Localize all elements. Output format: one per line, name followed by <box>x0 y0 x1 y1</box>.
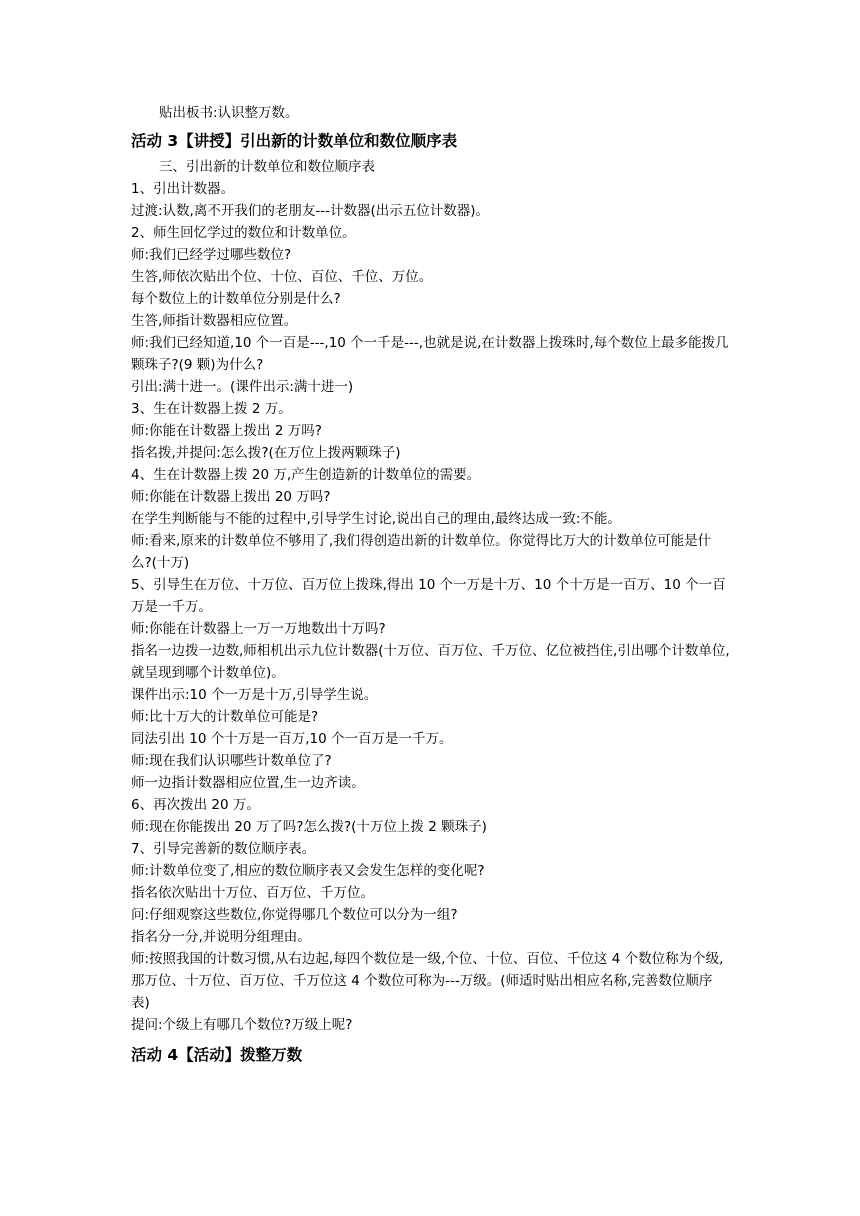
paragraph: 生答,师指计数器相应位置。 <box>131 313 298 329</box>
paragraph: 过渡:认数,离不开我们的老朋友---计数器(出示五位计数器)。 <box>131 203 489 219</box>
paragraph: 师:你能在计数器上拨出 20 万吗? <box>131 489 331 505</box>
paragraph: 指名拨,并提问:怎么拨?(在万位上拨两颗珠子) <box>131 445 401 461</box>
paragraph: 师:我们已经知道,10 个一百是---,10 个一千是---,也就是说,在计数器上拨珠时,每个数位上最多能拨几颗珠子?(9 颗)为什么? <box>131 335 729 373</box>
paragraph: 1、引出计数器。 <box>131 181 235 197</box>
paragraph: 5、引导生在万位、十万位、百万位上拨珠,得出 10 个一万是十万、10 个十万是一百万、10 个一百万是一千万。 <box>131 577 726 615</box>
paragraph: 每个数位上的计数单位分别是什么? <box>131 291 341 307</box>
paragraph: 3、生在计数器上拨 2 万。 <box>131 401 292 417</box>
paragraph: 提问:个级上有哪几个数位?万级上呢? <box>131 1017 353 1033</box>
paragraph: 6、再次拨出 20 万。 <box>131 797 260 813</box>
paragraph: 师:我们已经学过哪些数位? <box>131 247 292 263</box>
paragraph: 师:看来,原来的计数单位不够用了,我们得创造出新的计数单位。你觉得比万大的计数单位可能是什么?(十万) <box>131 533 712 571</box>
paragraph: 师:比十万大的计数单位可能是? <box>131 709 319 725</box>
paragraph: 指名一边拨一边数,师相机出示九位计数器(十万位、百万位、千万位、亿位被挡住,引出哪个计数单位,就呈现到哪个计数单位)。 <box>131 643 730 681</box>
paragraph: 师:现在你能拨出 20 万了吗?怎么拨?(十万位上拨 2 颗珠子) <box>131 819 487 835</box>
section-title: 三、引出新的计数单位和数位顺序表 <box>159 159 375 175</box>
paragraph: 问:仔细观察这些数位,你觉得哪几个数位可以分为一组? <box>131 907 458 923</box>
board-note: 贴出板书:认识整万数。 <box>159 105 299 121</box>
paragraph: 生答,师依次贴出个位、十位、百位、千位、万位。 <box>131 269 433 285</box>
paragraph: 指名分一分,并说明分组理由。 <box>131 929 311 945</box>
paragraph: 在学生判断能与不能的过程中,引导学生讨论,说出自己的理由,最终达成一致:不能。 <box>131 511 621 527</box>
paragraph: 4、生在计数器上拨 20 万,产生创造新的计数单位的需要。 <box>131 467 481 483</box>
paragraph: 师:你能在计数器上一万一万地数出十万吗? <box>131 621 386 637</box>
activity-3-heading: 活动 3【讲授】引出新的计数单位和数位顺序表 <box>131 132 458 150</box>
activity-4-heading: 活动 4【活动】拨整万数 <box>131 1046 303 1064</box>
paragraph: 师一边指计数器相应位置,生一边齐读。 <box>131 775 365 791</box>
paragraph: 引出:满十进一。(课件出示:满十进一) <box>131 379 354 395</box>
paragraph: 师:按照我国的计数习惯,从右边起,每四个数位是一级,个位、十位、百位、千位这 4 个数位称为个级,那万位、十万位、百万位、千万位这 4 个数位可称为---万级。(师适时贴出相应名称,完善数位顺序表) <box>131 951 724 1011</box>
paragraph: 师:现在我们认识哪些计数单位了? <box>131 753 332 769</box>
paragraph: 课件出示:10 个一万是十万,引导学生说。 <box>131 687 378 703</box>
paragraph: 同法引出 10 个十万是一百万,10 个一百万是一千万。 <box>131 731 453 747</box>
paragraph: 2、师生回忆学过的数位和计数单位。 <box>131 225 356 241</box>
paragraph: 师:你能在计数器上拨出 2 万吗? <box>131 423 322 439</box>
paragraph: 7、引导完善新的数位顺序表。 <box>131 841 316 857</box>
paragraph: 指名依次贴出十万位、百万位、千万位。 <box>131 885 374 901</box>
document-body <box>131 102 731 1066</box>
paragraph: 师:计数单位变了,相应的数位顺序表又会发生怎样的变化呢? <box>131 863 485 879</box>
